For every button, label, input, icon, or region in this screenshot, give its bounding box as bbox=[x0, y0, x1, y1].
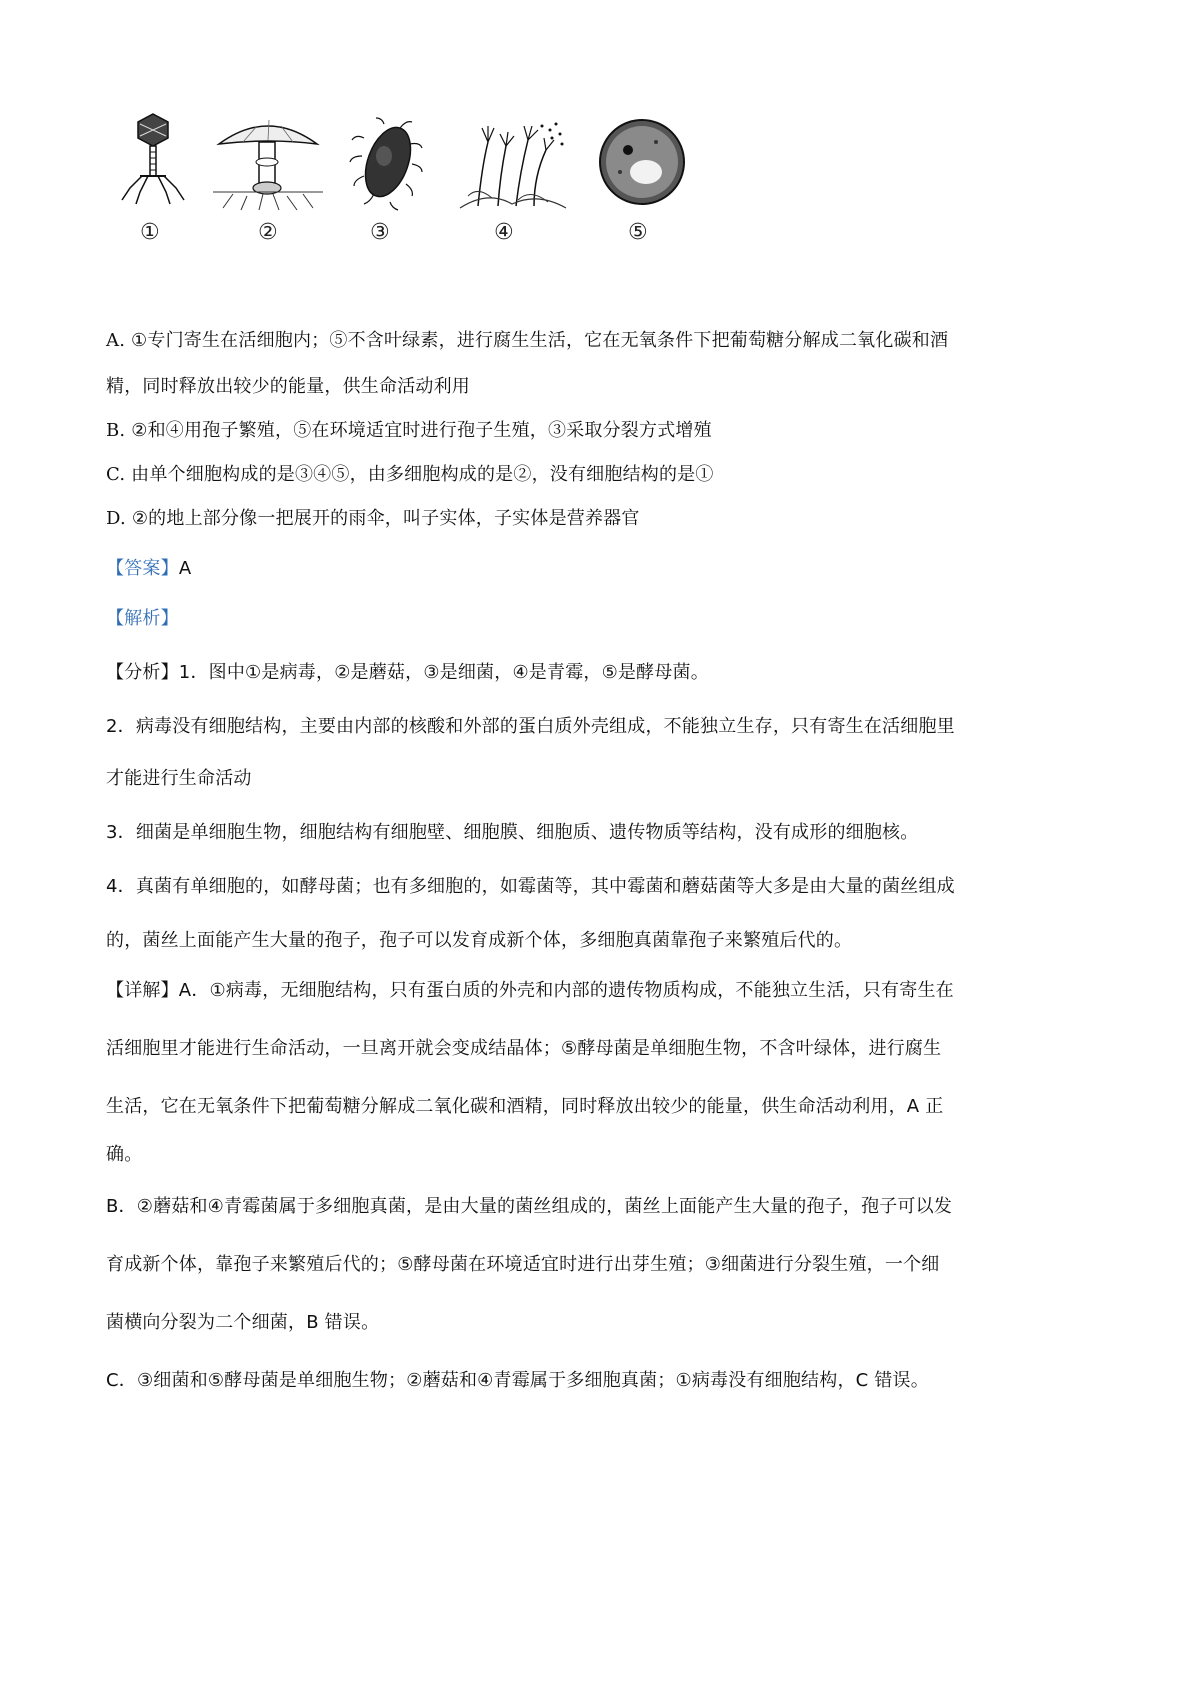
detail-line-4: 确。 bbox=[106, 1144, 143, 1165]
analysis-line-2: 2．病毒没有细胞结构，主要由内部的核酸和外部的蛋白质外壳组成，不能独立生存，只有寄生在活细胞里 bbox=[106, 716, 955, 737]
figure-label-4: ④ bbox=[494, 220, 514, 245]
figure-label-1: ① bbox=[140, 220, 160, 245]
analysis-line-1: 【分析】1．图中①是病毒，②是蘑菇，③是细菌，④是青霉，⑤是酵母菌。 bbox=[106, 662, 709, 683]
detail-line-2: 活细胞里才能进行生命活动，一旦离开就会变成结晶体；⑤酵母菌是单细胞生物，不含叶绿体，进行腐生 bbox=[106, 1038, 942, 1059]
detail-line-3: 生活，它在无氧条件下把葡萄糖分解成二氧化碳和酒精，同时释放出较少的能量，供生命活动利用，A 正 bbox=[106, 1096, 944, 1117]
detail-line-1: 【详解】A．①病毒，无细胞结构，只有蛋白质的外壳和内部的遗传物质构成，不能独立生活，只有寄生在 bbox=[106, 980, 954, 1001]
option-a-line1: A. ①专门寄生在活细胞内；⑤不含叶绿素，进行腐生生活，它在无氧条件下把葡萄糖分解成二氧化碳和酒 bbox=[106, 330, 949, 351]
option-d: D. ②的地上部分像一把展开的雨伞，叫子实体，子实体是营养器官 bbox=[106, 508, 640, 529]
analysis-line-6: 的，菌丝上面能产生大量的孢子，孢子可以发育成新个体，多细胞真菌靠孢子来繁殖后代的。 bbox=[106, 930, 853, 951]
detail-line-5: B．②蘑菇和④青霉菌属于多细胞真菌，是由大量的菌丝组成的，菌丝上面能产生大量的孢子，孢子可以发 bbox=[106, 1196, 953, 1217]
detail-line-7: 菌横向分裂为二个细菌，B 错误。 bbox=[106, 1312, 380, 1333]
answer-line bbox=[106, 554, 191, 580]
detail-line-6: 育成新个体，靠孢子来繁殖后代的；⑤酵母菌在环境适宜时进行出芽生殖；③细菌进行分裂生殖，一个细 bbox=[106, 1254, 940, 1275]
option-c: C. 由单个细胞构成的是③④⑤，由多细胞构成的是②，没有细胞结构的是① bbox=[106, 464, 714, 485]
answer-tag: 【答案】 bbox=[106, 558, 179, 579]
analysis-line-5: 4．真菌有单细胞的，如酵母菌；也有多细胞的，如霉菌等，其中霉菌和蘑菇菌等大多是由大量的菌丝组成 bbox=[106, 876, 955, 897]
figure-label-2: ② bbox=[258, 220, 278, 245]
analysis-line-4: 3．细菌是单细胞生物，细胞结构有细胞壁、细胞膜、细胞质、遗传物质等结构，没有成形的细胞核。 bbox=[106, 822, 919, 843]
option-a-line2: 精，同时释放出较少的能量，供生命活动利用 bbox=[106, 376, 470, 397]
figure-label-3: ③ bbox=[370, 220, 390, 245]
analysis-line-3: 才能进行生命活动 bbox=[106, 768, 252, 789]
analysis-tag: 【解析】 bbox=[106, 608, 179, 629]
yeast-illustration bbox=[596, 116, 688, 208]
penicillium-illustration bbox=[458, 116, 568, 210]
option-b: B. ②和④用孢子繁殖，⑤在环境适宜时进行孢子生殖，③采取分裂方式增殖 bbox=[106, 420, 712, 441]
virus-illustration bbox=[118, 112, 188, 212]
mushroom-illustration bbox=[213, 114, 323, 212]
figure-label-5: ⑤ bbox=[628, 220, 648, 245]
answer-value: A bbox=[178, 558, 192, 579]
organism-figure bbox=[118, 112, 758, 262]
detail-line-8: C．③细菌和⑤酵母菌是单细胞生物；②蘑菇和④青霉属于多细胞真菌；①病毒没有细胞结构，C 错误。 bbox=[106, 1370, 929, 1391]
bacterium-illustration bbox=[348, 116, 428, 212]
